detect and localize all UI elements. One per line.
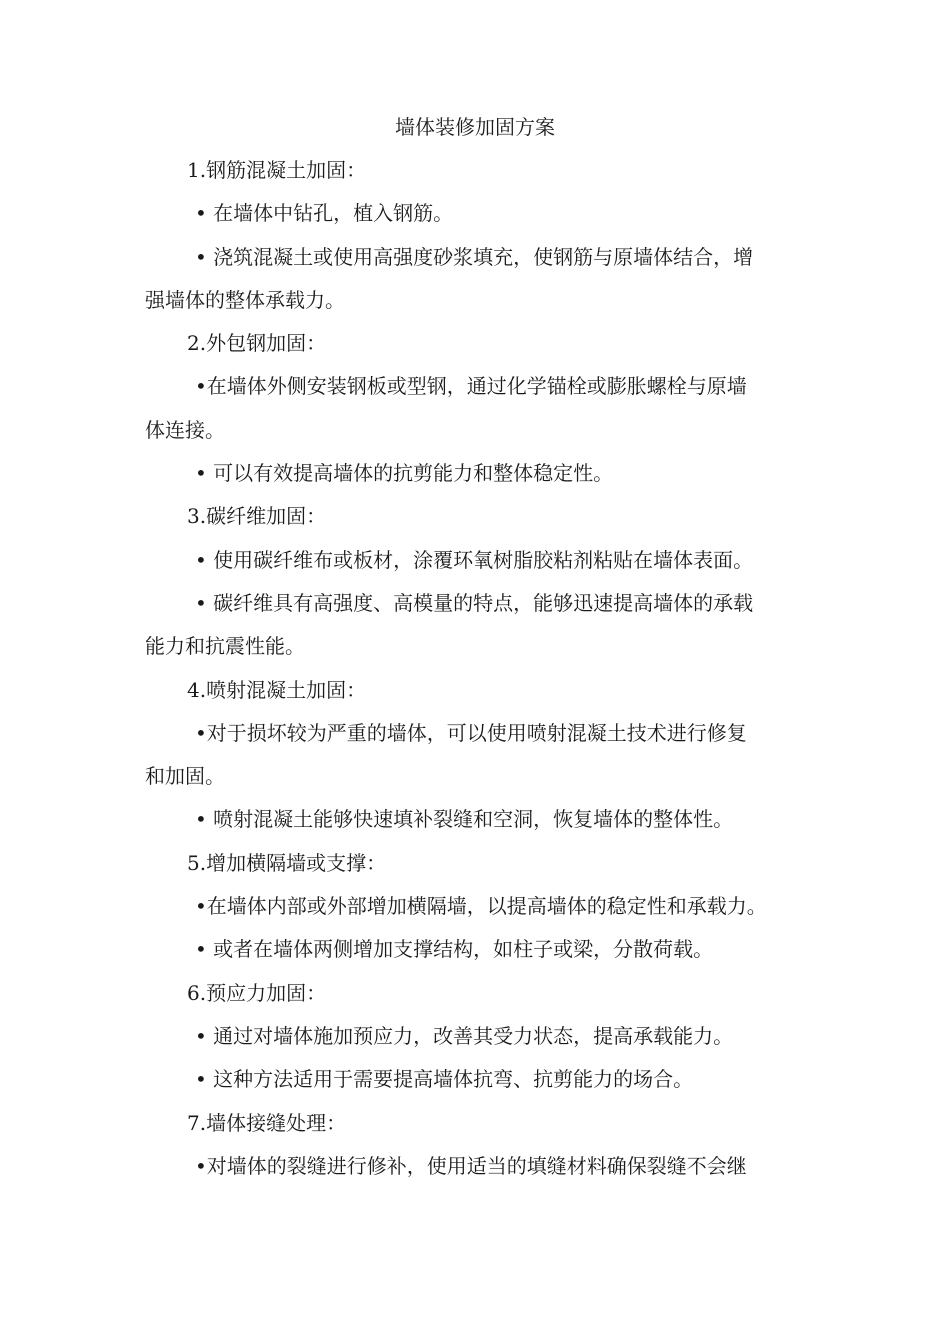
bullet-item: •在墙体外侧安装钢板或型钢，通过化学锚栓或膨胀螺栓与原墙 — [195, 374, 747, 399]
bullet-continuation: 能力和抗震性能。 — [145, 634, 305, 659]
bullet-item: • 可以有效提高墙体的抗剪能力和整体稳定性。 — [195, 461, 614, 486]
bullet-item: • 在墙体中钻孔，植入钢筋。 — [195, 201, 454, 226]
bullet-item: •在墙体内部或外部增加横隔墙，以提高墙体的稳定性和承载力。 — [195, 894, 767, 919]
document-title: 墙体装修加固方案 — [395, 115, 555, 139]
section-heading-2: 2.外包钢加固： — [187, 331, 327, 356]
bullet-item: • 使用碳纤维布或板材，涂覆环氧树脂胶粘剂粘贴在墙体表面。 — [195, 547, 754, 572]
bullet-item: • 这种方法适用于需要提高墙体抗弯、抗剪能力的场合。 — [195, 1067, 694, 1092]
bullet-item: • 浇筑混凝土或使用高强度砂浆填充，使钢筋与原墙体结合，增 — [195, 244, 754, 269]
bullet-item: • 通过对墙体施加预应力，改善其受力状态，提高承载能力。 — [195, 1023, 734, 1048]
bullet-item: • 或者在墙体两侧增加支撑结构，如柱子或梁，分散荷载。 — [195, 937, 714, 962]
bullet-item: • 喷射混凝土能够快速填补裂缝和空洞，恢复墙体的整体性。 — [195, 807, 734, 832]
document-body — [145, 154, 810, 1193]
section-heading-6: 6.预应力加固： — [187, 980, 327, 1005]
bullet-continuation: 和加固。 — [145, 764, 225, 789]
section-heading-1: 1.钢筋混凝土加固： — [187, 158, 367, 182]
bullet-continuation: 体连接。 — [145, 417, 225, 442]
section-heading-5: 5.增加横隔墙或支撑： — [187, 850, 387, 875]
bullet-item: • 碳纤维具有高强度、高模量的特点，能够迅速提高墙体的承载 — [195, 590, 754, 615]
section-heading-4: 4.喷射混凝土加固： — [187, 677, 367, 702]
bullet-item: •对墙体的裂缝进行修补，使用适当的填缝材料确保裂缝不会继 — [195, 1153, 747, 1178]
bullet-item: •对于损坏较为严重的墙体，可以使用喷射混凝土技术进行修复 — [195, 720, 747, 745]
section-heading-7: 7.墙体接缝处理： — [187, 1110, 347, 1135]
bullet-continuation: 强墙体的整体承载力。 — [145, 287, 345, 312]
section-heading-3: 3.碳纤维加固： — [187, 504, 327, 529]
